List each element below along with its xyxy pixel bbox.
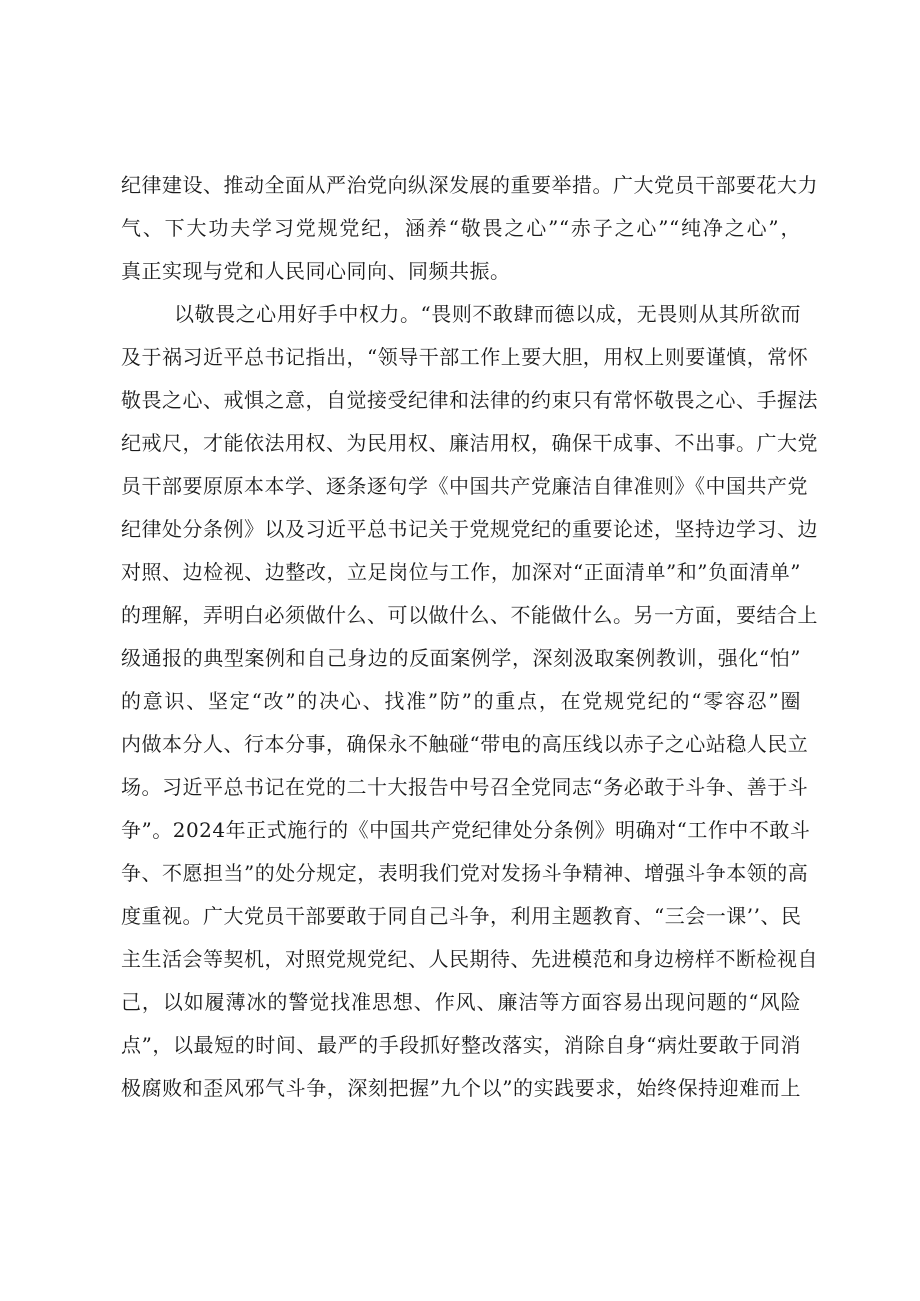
text-line: 纪律建设、推动全面从严治党向纵深发展的重要举措。广大党员干部要花大力 (121, 173, 818, 197)
text-line: 及于祸习近平总书记指出，“领导干部工作上要大胆，用权上则要谨慎，常怀 (121, 345, 809, 369)
text-line: 主生活会等契机，对照党规党纪、人民期待、先进模范和身边榜样不断检视自 (121, 947, 818, 971)
text-line: 级通报的典型案例和自己身边的反面案例学，深刻汲取案例教训，强化“怕” (121, 646, 801, 670)
text-line: 的理解，弄明白必须做什么、可以做什么、不能做什么。另一方面，要结合上 (121, 603, 818, 627)
text-line: 己，以如履薄冰的警觉找准思想、作风、廉洁等方面容易出现问题的“风险 (121, 990, 801, 1014)
text-line: 度重视。广大党员干部要敢于同自己斗争，利用主题教育、“三会一课’’、民 (121, 904, 802, 928)
paragraph-start-line: 以敬畏之心用好手中权力。“畏则不敢肆而德以成，无畏则从其所欲而 (174, 302, 801, 326)
text-line: 纪律处分条例》以及习近平总书记关于党规党纪的重要论述，坚持边学习、边 (121, 517, 818, 541)
text-line: 气、下大功夫学习党规党纪，涵养“敬畏之心”“赤子之心”“纯净之心”， (121, 216, 801, 240)
text-line: 的意识、坚定“改”的决心、找准”防”的重点，在党规党纪的“零容忍”圈 (121, 689, 801, 713)
text-line: 点”，以最短的时间、最严的手段抓好整改落实，消除自身“病灶要敢于同消 (121, 1033, 801, 1057)
text-line: 场。习近平总书记在党的二十大报告中号召全党同志“务必敢于斗争、善于斗 (121, 775, 809, 799)
text-line: 真正实现与党和人民同心同向、同频共振。 (121, 259, 511, 283)
text-line: 争、不愿担当”的处分规定，表明我们党对发扬斗争精神、增强斗争本领的高 (121, 861, 809, 885)
text-line: 纪戒尺，才能依法用权、为民用权、廉洁用权，确保干成事、不出事。广大党 (121, 431, 818, 455)
text-line: 对照、边检视、边整改，立足岗位与工作，加深对“正面清单”和”负面清单” (121, 560, 801, 584)
text-line: 内做本分人、行本分事，确保永不触碰“带电的高压线以赤子之心站稳人民立 (121, 732, 809, 756)
text-line: 争”。2024年正式施行的《中国共产党纪律处分条例》明确对“工作中不敢斗 (121, 818, 811, 842)
text-line: 敬畏之心、戒惧之意，自觉接受纪律和法律的约束只有常怀敬畏之心、手握法 (121, 388, 818, 412)
text-line: 员干部要原原本本学、逐条逐句学《中国共产党廉洁自律准则》《中国共产党 (121, 474, 808, 498)
text-line: 极腐败和歪风邪气斗争，深刻把握”九个以”的实践要求，始终保持迎难而上 (121, 1076, 801, 1100)
